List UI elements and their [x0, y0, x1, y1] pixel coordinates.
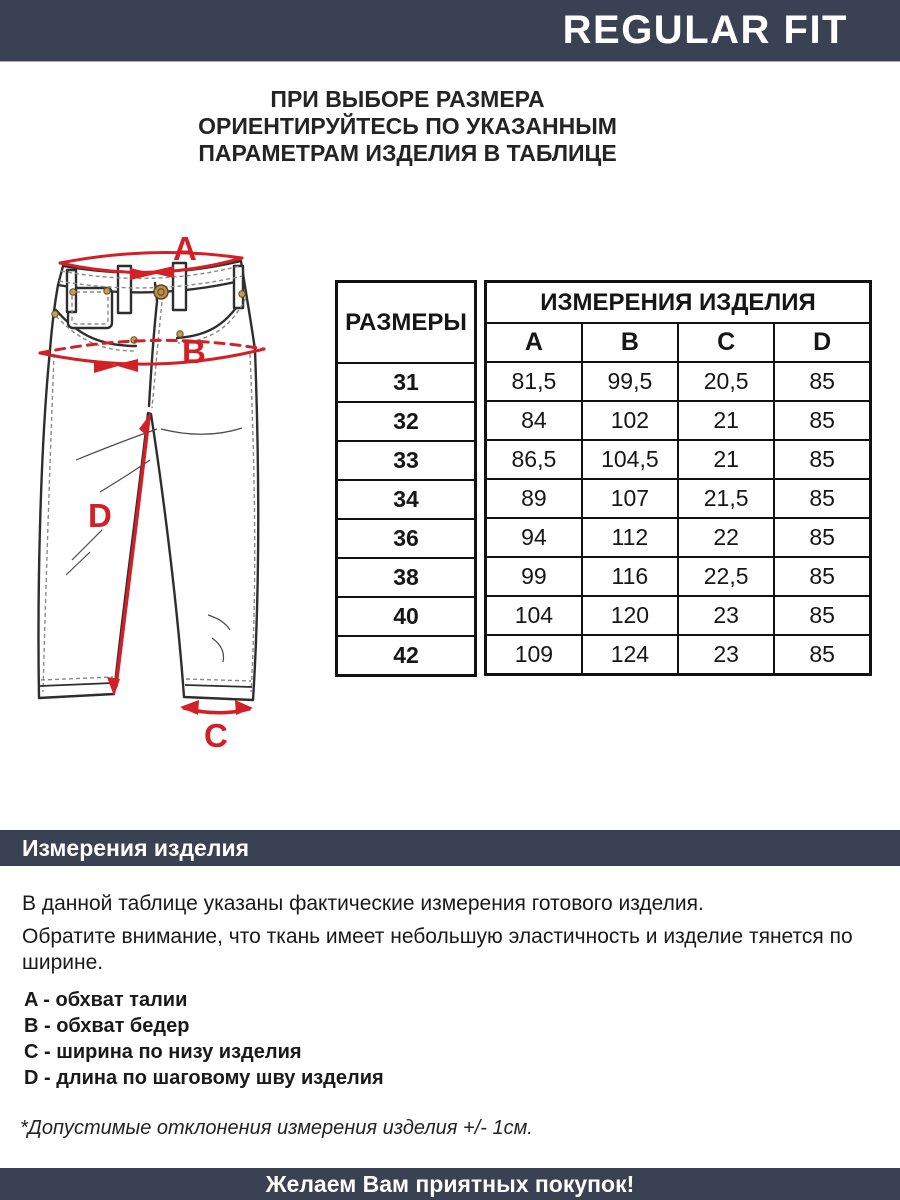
value-d: 85 — [774, 401, 870, 440]
value-a: 109 — [486, 635, 582, 675]
button-icon — [154, 285, 168, 299]
jeans-measurement-diagram — [10, 230, 340, 770]
value-c: 21,5 — [678, 479, 774, 518]
size-value: 33 — [337, 441, 476, 480]
value-a: 89 — [486, 479, 582, 518]
value-c: 22,5 — [678, 557, 774, 596]
value-a: 84 — [486, 401, 582, 440]
size-value: 38 — [337, 558, 476, 597]
value-b: 107 — [582, 479, 678, 518]
definition-item: D - длина по шаговому шву изделия — [24, 1067, 384, 1089]
size-row — [337, 480, 476, 519]
label-a: A — [173, 230, 197, 267]
value-b: 102 — [582, 401, 678, 440]
measurement-row — [486, 596, 871, 635]
value-d: 85 — [774, 635, 870, 675]
value-a: 94 — [486, 518, 582, 557]
value-a: 99 — [486, 557, 582, 596]
size-value: 32 — [337, 402, 476, 441]
size-row — [337, 441, 476, 480]
size-value: 34 — [337, 480, 476, 519]
size-row — [337, 558, 476, 597]
description-paragraph-2: Обратите внимание, что ткань имеет небольшую эластичность и изделие тянется по ширине. — [22, 925, 853, 974]
value-d: 85 — [774, 440, 870, 479]
value-d: 85 — [774, 518, 870, 557]
value-a: 86,5 — [486, 440, 582, 479]
description-paragraph-1: В данной таблице указаны фактические измерения готового изделия. — [22, 892, 704, 915]
section-title: Измерения изделия — [22, 835, 250, 861]
size-value: 31 — [337, 363, 476, 402]
label-c: C — [204, 717, 228, 754]
header-bar — [0, 0, 900, 62]
label-b: B — [182, 333, 206, 370]
definition-item: B - обхват бедер — [24, 1015, 190, 1037]
value-b: 116 — [582, 557, 678, 596]
label-d: D — [88, 497, 112, 534]
size-row — [337, 519, 476, 558]
measurement-row — [486, 557, 871, 596]
intro-line: ОРИЕНТИРУЙТЕСЬ ПО УКАЗАННЫМ — [198, 113, 617, 139]
size-value: 42 — [337, 636, 476, 676]
value-d: 85 — [774, 557, 870, 596]
size-row — [337, 597, 476, 636]
value-a: 81,5 — [486, 362, 582, 401]
value-c: 23 — [678, 635, 774, 675]
value-d: 85 — [774, 479, 870, 518]
value-c: 21 — [678, 440, 774, 479]
size-value: 36 — [337, 519, 476, 558]
measurements-header: ИЗМЕРЕНИЯ ИЗДЕЛИЯ — [486, 282, 871, 324]
value-c: 23 — [678, 596, 774, 635]
fit-title: REGULAR FIT — [562, 8, 848, 52]
value-b: 104,5 — [582, 440, 678, 479]
jeans-outline — [38, 261, 258, 700]
column-letter: D — [774, 323, 870, 362]
column-letter: A — [486, 323, 582, 362]
value-c: 20,5 — [678, 362, 774, 401]
footer-bar — [0, 1168, 900, 1200]
section-title-band — [0, 830, 900, 866]
column-letter: C — [678, 323, 774, 362]
definition-item: A - обхват талии — [24, 989, 188, 1011]
size-value: 40 — [337, 597, 476, 636]
measurement-row — [486, 479, 871, 518]
measurement-row — [486, 635, 871, 675]
measurement-row — [486, 440, 871, 479]
column-letters-row — [486, 323, 871, 362]
footer-text: Желаем Вам приятных покупок! — [265, 1171, 635, 1197]
column-letter: B — [582, 323, 678, 362]
intro-line: ПАРАМЕТРАМ ИЗДЕЛИЯ В ТАБЛИЦЕ — [198, 140, 617, 166]
value-d: 85 — [774, 362, 870, 401]
value-d: 85 — [774, 596, 870, 635]
size-row — [337, 363, 476, 402]
value-b: 124 — [582, 635, 678, 675]
measurement-row — [486, 362, 871, 401]
value-b: 112 — [582, 518, 678, 557]
definition-item: C - ширина по низу изделия — [24, 1041, 302, 1063]
size-row — [337, 636, 476, 676]
description-block — [22, 891, 867, 976]
value-b: 99,5 — [582, 362, 678, 401]
value-a: 104 — [486, 596, 582, 635]
value-c: 21 — [678, 401, 774, 440]
tolerance-note: *Допустимые отклонения измерения изделия +/- 1см. — [20, 1117, 533, 1139]
sizes-header: РАЗМЕРЫ — [337, 282, 476, 364]
measurement-row — [486, 518, 871, 557]
size-row — [337, 402, 476, 441]
intro-line: ПРИ ВЫБОРЕ РАЗМЕРА — [270, 86, 545, 112]
value-b: 120 — [582, 596, 678, 635]
value-c: 22 — [678, 518, 774, 557]
measurement-row — [486, 401, 871, 440]
sizes-table — [335, 280, 477, 677]
intro-heading — [0, 86, 815, 167]
measurement-definitions — [24, 987, 384, 1091]
measurements-table — [484, 280, 872, 676]
